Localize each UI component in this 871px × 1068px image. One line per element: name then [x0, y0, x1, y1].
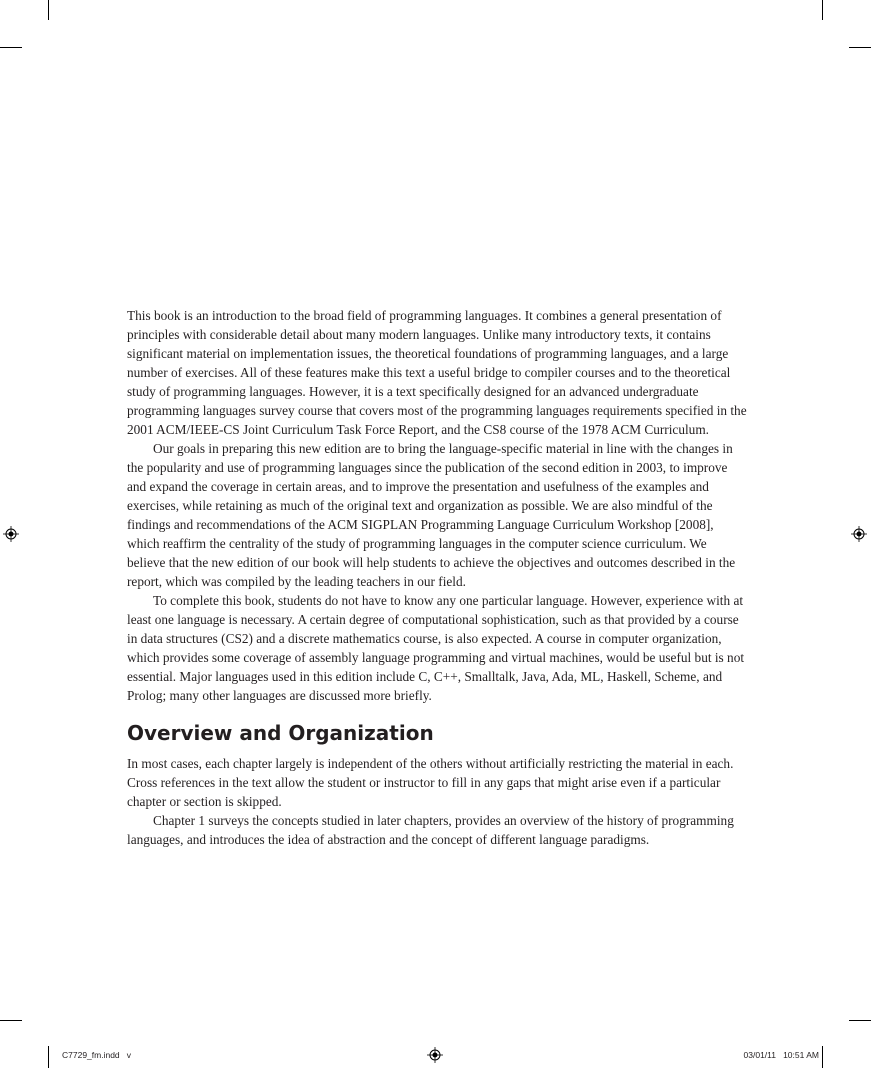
crop-mark-left-top — [0, 47, 22, 48]
slug-file-info: C7729_fm.indd v — [62, 1050, 131, 1060]
crop-mark-left-bottom — [0, 1020, 22, 1021]
crop-mark-right-bottom — [849, 1020, 871, 1021]
crop-mark-right-top — [849, 47, 871, 48]
intro-paragraph-1: This book is an introduction to the broad field of programming languages. It combines a general presentation of principles with considerable detail about many modern languages. Unlike many introductory texts, it contains significant material on implementation issues, the theoretical foundations of programming languages, and a large number of exercises. All of these features make this text a useful bridge to compiler courses and to the theoretical study of programming languages. However, it is a text specifically designed for an advanced undergraduate programming languages survey course that covers most of the programming languages requirements specified in the 2001 ACM/IEEE-CS Joint Curriculum Task Force Report, and the CS8 course of the 1978 ACM Curriculum. — [127, 308, 747, 437]
section-heading: Overview and Organization — [127, 721, 434, 745]
section-paragraph-2: Chapter 1 surveys the concepts studied in later chapters, provides an overview of the history of programming languages, and introduces the idea of abstraction and the concept of different language paradigms. — [127, 813, 734, 847]
crop-mark-top-right — [822, 0, 823, 20]
crop-mark-bottom-right — [822, 1046, 823, 1068]
section-paragraph-1: In most cases, each chapter largely is independent of the others without artificially restricting the material in each. Cross references in the text allow the student or instructor to fill in any gaps that might arise even if a particular chapter or section is skipped. — [127, 756, 734, 809]
registration-mark-icon — [851, 526, 867, 542]
preface-body — [127, 306, 747, 849]
crop-mark-bottom-left — [48, 1046, 49, 1068]
intro-paragraph-2: Our goals in preparing this new edition are to bring the language-specific material in line with the changes in the popularity and use of programming languages since the publication of the second edition in 2003, to improve and expand the coverage in certain areas, and to improve the presentation and usefulness of the examples and exercises, while retaining as much of the original text and organization as possible. We are also mindful of the findings and recommendations of the ACM SIGPLAN Programming Language Curriculum Workshop [2008], which reaffirm the centrality of the study of programming languages in the computer science curriculum. We believe that the new edition of our book will help students to achieve the objectives and outcomes described in the report, which was compiled by the leading teachers in our field. — [127, 441, 736, 589]
slug-datetime: 03/01/11 10:51 AM — [743, 1050, 819, 1060]
crop-mark-top-left — [48, 0, 49, 20]
intro-paragraph-3: To complete this book, students do not have to know any one particular language. However, experience with at least one language is necessary. A certain degree of computational sophistication, such as that provided by a course in data structures (CS2) and a discrete mathematics course, is also expected. A course in computer organization, which provides some coverage of assembly language programming and virtual machines, would be useful but is not essential. Major languages used in this edition include C, C++, Smalltalk, Java, Ada, ML, Haskell, Scheme, and Prolog; many other languages are discussed more briefly. — [127, 593, 745, 703]
registration-mark-icon — [427, 1047, 443, 1063]
registration-mark-icon — [3, 526, 19, 542]
